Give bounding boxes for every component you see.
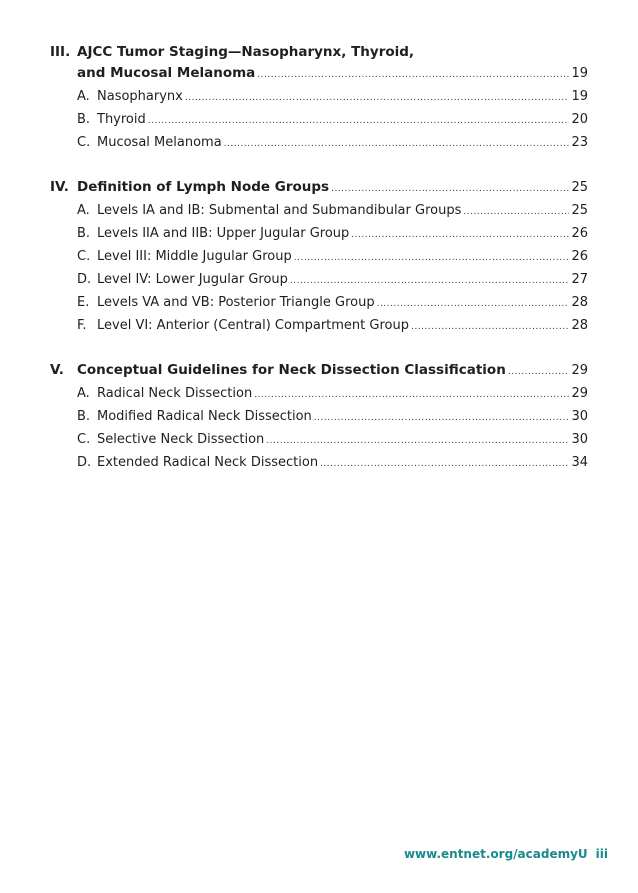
toc-entry[interactable] <box>50 200 588 223</box>
page-footer <box>404 847 608 861</box>
entry-letter: A. <box>77 203 90 218</box>
table-of-contents <box>50 42 588 497</box>
leader-dots <box>377 294 570 315</box>
toc-entry[interactable] <box>50 109 588 132</box>
entry-label: Levels VA and VB: Posterior Triangle Group <box>97 295 375 310</box>
page-number: 29 <box>571 363 588 378</box>
toc-entry[interactable] <box>50 315 588 338</box>
section-title-line2: and Mucosal Melanoma <box>77 65 256 81</box>
entry-letter: C. <box>77 249 91 264</box>
footer-page-number: iii <box>595 847 608 861</box>
page-number: 26 <box>571 249 588 264</box>
page-number: 19 <box>571 66 588 81</box>
page-number: 25 <box>571 203 588 218</box>
page-number: 27 <box>571 272 588 287</box>
entry-letter: B. <box>77 226 91 241</box>
entry-letter: C. <box>77 432 91 447</box>
leader-dots <box>290 271 570 292</box>
page-number: 34 <box>571 455 588 470</box>
toc-entry[interactable] <box>50 132 588 155</box>
leader-dots <box>508 362 570 383</box>
section-title-line1: AJCC Tumor Staging—Nasopharynx, Thyroid, <box>77 44 415 60</box>
page-number: 30 <box>571 409 588 424</box>
entry-letter: B. <box>77 112 91 127</box>
leader-dots <box>314 408 570 429</box>
toc-entry[interactable] <box>50 223 588 246</box>
leader-dots <box>331 179 569 200</box>
entry-letter: A. <box>77 89 90 104</box>
toc-section-heading[interactable] <box>50 42 588 63</box>
entry-label: Thyroid <box>97 112 146 127</box>
leader-dots <box>294 248 570 269</box>
toc-section-heading[interactable] <box>50 177 588 200</box>
toc-entry[interactable] <box>50 246 588 269</box>
leader-dots <box>266 431 569 452</box>
entry-letter: F. <box>77 318 87 333</box>
toc-entry[interactable] <box>50 406 588 429</box>
toc-section-heading-cont[interactable] <box>50 63 588 86</box>
toc-section-heading[interactable] <box>50 360 588 383</box>
entry-label: Radical Neck Dissection <box>97 386 253 401</box>
section-number: III. <box>50 44 71 60</box>
toc-entry[interactable] <box>50 86 588 109</box>
leader-dots <box>411 317 569 338</box>
leader-dots <box>463 202 569 223</box>
entry-label: Level IV: Lower Jugular Group <box>97 272 288 287</box>
leader-dots <box>257 65 569 86</box>
page-number: 23 <box>571 135 588 150</box>
page-number: 30 <box>571 432 588 447</box>
entry-letter: D. <box>77 272 92 287</box>
leader-dots <box>254 385 569 406</box>
entry-letter: A. <box>77 386 90 401</box>
entry-label: Level VI: Anterior (Central) Compartment Group <box>97 318 409 333</box>
page-number: 20 <box>571 112 588 127</box>
entry-label: Levels IA and IB: Submental and Submandibular Groups <box>97 203 462 218</box>
page-number: 19 <box>571 89 588 104</box>
entry-label: Levels IIA and IIB: Upper Jugular Group <box>97 226 350 241</box>
entry-label: Mucosal Melanoma <box>97 135 222 150</box>
leader-dots <box>148 111 570 132</box>
section-title: Conceptual Guidelines for Neck Dissection Classification <box>77 362 506 378</box>
leader-dots <box>224 134 570 155</box>
entry-letter: D. <box>77 455 92 470</box>
toc-entry[interactable] <box>50 383 588 406</box>
section-number: IV. <box>50 179 69 195</box>
entry-letter: B. <box>77 409 91 424</box>
page-number: 26 <box>571 226 588 241</box>
toc-section-iii <box>50 42 588 155</box>
toc-entry[interactable] <box>50 429 588 452</box>
entry-label: Level III: Middle Jugular Group <box>97 249 292 264</box>
toc-section-v <box>50 360 588 475</box>
entry-letter: E. <box>77 295 90 310</box>
page-number: 25 <box>571 180 588 195</box>
toc-section-iv <box>50 177 588 338</box>
toc-entry[interactable] <box>50 292 588 315</box>
page-number: 28 <box>571 318 588 333</box>
page-number: 28 <box>571 295 588 310</box>
entry-letter: C. <box>77 135 91 150</box>
leader-dots <box>185 88 570 109</box>
leader-dots <box>320 454 569 475</box>
section-title: Definition of Lymph Node Groups <box>77 179 330 195</box>
footer-url-link[interactable]: www.entnet.org/academyU <box>403 847 588 861</box>
page-number: 29 <box>571 386 588 401</box>
entry-label: Modified Radical Neck Dissection <box>97 409 312 424</box>
entry-label: Nasopharynx <box>97 89 183 104</box>
toc-entry[interactable] <box>50 269 588 292</box>
leader-dots <box>351 225 569 246</box>
toc-entry[interactable] <box>50 452 588 475</box>
entry-label: Extended Radical Neck Dissection <box>97 455 319 470</box>
section-number: V. <box>50 362 64 378</box>
entry-label: Selective Neck Dissection <box>97 432 265 447</box>
